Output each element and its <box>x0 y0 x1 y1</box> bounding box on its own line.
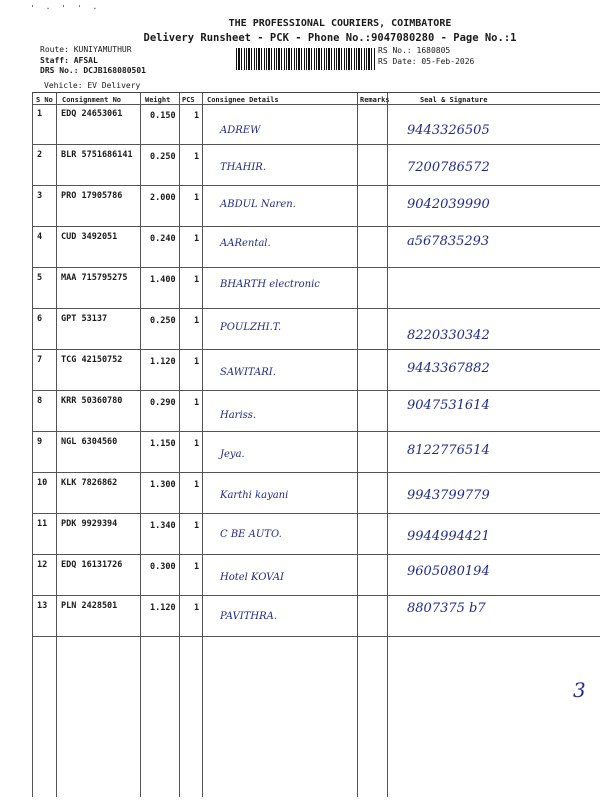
row-consignee-handwriting: Karthi kayani <box>220 490 289 501</box>
row-divider <box>32 308 600 309</box>
row-signature-handwriting: 9042039990 <box>407 197 490 212</box>
row-pcs: 1 <box>194 234 200 244</box>
col-divider <box>202 93 203 797</box>
row-weight: 0.300 <box>150 562 176 572</box>
row-sno: 10 <box>37 478 48 488</box>
row-consignment-no: PDK 9929394 <box>61 519 118 529</box>
row-weight: 1.340 <box>150 521 176 531</box>
row-signature-handwriting: 8807375 b7 <box>407 601 486 616</box>
row-consignee-handwriting: Hariss. <box>220 410 257 421</box>
row-weight: 1.300 <box>150 480 176 490</box>
row-signature-handwriting: 9443367882 <box>407 361 490 376</box>
row-consignee-handwriting: BHARTH electronic <box>220 279 320 290</box>
row-divider <box>32 595 600 596</box>
row-pcs: 1 <box>194 152 200 162</box>
row-consignee-handwriting: Hotel KOVAI <box>220 572 284 583</box>
drs-number: DRS No.: DCJB168080501 <box>40 66 146 75</box>
runsheet-subtitle: Delivery Runsheet - PCK - Phone No.:9047080280 - Page No.:1 <box>143 32 517 44</box>
footer-mark: 3 <box>573 678 586 702</box>
row-consignee-handwriting: PAVITHRA. <box>220 611 278 622</box>
row-pcs: 1 <box>194 398 200 408</box>
row-divider <box>32 144 600 145</box>
row-signature-handwriting: a567835293 <box>407 234 490 249</box>
route-text: Route: KUNIYAMUTHUR <box>40 45 132 54</box>
row-divider <box>32 636 600 637</box>
row-sno: 13 <box>37 601 48 611</box>
col-divider <box>179 93 180 797</box>
row-signature-handwriting: 9443326505 <box>407 123 490 138</box>
row-signature-handwriting: 9047531614 <box>407 398 490 413</box>
row-divider <box>32 513 600 514</box>
staff-text: Staff: AFSAL <box>40 55 98 65</box>
row-weight: 1.120 <box>150 357 176 367</box>
row-consignment-no: EDQ 16131726 <box>61 560 123 570</box>
row-pcs: 1 <box>194 603 200 613</box>
row-consignment-no: PLN 2428501 <box>61 601 118 611</box>
col-consignment-header: Consignment No <box>62 96 122 104</box>
corner-marks: ' · ' ' · <box>30 4 101 13</box>
row-divider <box>32 267 600 268</box>
row-divider <box>32 472 600 473</box>
row-sno: 4 <box>37 232 43 242</box>
row-signature-handwriting: 9605080194 <box>407 564 490 579</box>
row-sno: 5 <box>37 273 43 283</box>
col-divider <box>56 93 57 797</box>
row-sno: 1 <box>37 109 43 119</box>
row-sno: 11 <box>37 519 48 529</box>
meta-left <box>40 45 146 77</box>
row-consignment-no: TCG 42150752 <box>61 355 123 365</box>
row-sno: 2 <box>37 150 43 160</box>
row-consignment-no: KRR 50360780 <box>61 396 123 406</box>
row-weight: 1.400 <box>150 275 176 285</box>
row-consignee-handwriting: POULZHI.T. <box>220 322 282 333</box>
row-consignment-no: CUD 3492051 <box>61 232 118 242</box>
meta-right <box>378 46 474 67</box>
row-weight: 2.000 <box>150 193 176 203</box>
row-consignment-no: GPT 53137 <box>61 314 108 324</box>
barcode <box>236 48 376 70</box>
row-pcs: 1 <box>194 316 200 326</box>
row-weight: 0.250 <box>150 316 176 326</box>
row-pcs: 1 <box>194 439 200 449</box>
row-divider <box>32 390 600 391</box>
row-sno: 12 <box>37 560 48 570</box>
col-divider <box>140 93 141 797</box>
row-divider <box>32 185 600 186</box>
rs-number: RS No.: 1680805 <box>378 46 451 55</box>
row-sno: 3 <box>37 191 43 201</box>
row-weight: 0.150 <box>150 111 176 121</box>
row-pcs: 1 <box>194 357 200 367</box>
rs-date: RS Date: 05-Feb-2026 <box>378 56 475 66</box>
row-signature-handwriting: 9944994421 <box>407 529 490 544</box>
row-consignment-no: KLK 7826862 <box>61 478 118 488</box>
row-weight: 0.250 <box>150 152 176 162</box>
row-signature-handwriting: 7200786572 <box>407 160 490 175</box>
row-consignment-no: NGL 6304560 <box>61 437 118 447</box>
row-sno: 6 <box>37 314 43 324</box>
row-divider <box>32 349 600 350</box>
row-pcs: 1 <box>194 521 200 531</box>
row-pcs: 1 <box>194 275 200 285</box>
col-divider <box>357 93 358 797</box>
row-weight: 1.120 <box>150 603 176 613</box>
row-consignee-handwriting: AARental. <box>220 238 271 249</box>
company-title: THE PROFESSIONAL COURIERS, COIMBATORE <box>228 18 452 29</box>
col-pcs-header: PCS <box>182 96 195 104</box>
row-signature-handwriting: 8220330342 <box>407 328 490 343</box>
row-consignee-handwriting: ADREW <box>220 125 261 136</box>
row-consignee-handwriting: C BE AUTO. <box>220 529 282 540</box>
row-divider <box>32 554 600 555</box>
border-left <box>32 93 33 797</box>
row-sno: 8 <box>37 396 43 406</box>
row-weight: 0.240 <box>150 234 176 244</box>
col-sno-header: S No <box>36 96 53 104</box>
row-sno: 7 <box>37 355 43 365</box>
row-divider <box>32 226 600 227</box>
row-pcs: 1 <box>194 562 200 572</box>
vehicle-text: Vehicle: EV Delivery <box>44 81 141 90</box>
col-weight-header: Weight <box>145 96 171 104</box>
col-consignee-header: Consignee Details <box>207 96 279 104</box>
row-consignment-no: PRO 17905786 <box>61 191 123 201</box>
row-sno: 9 <box>37 437 43 447</box>
row-signature-handwriting: 8122776514 <box>407 443 490 458</box>
header-underline <box>32 104 600 105</box>
row-consignee-handwriting: ABDUL Naren. <box>220 199 296 210</box>
row-consignment-no: EDQ 24653061 <box>61 109 123 119</box>
row-pcs: 1 <box>194 480 200 490</box>
row-signature-handwriting: 9943799779 <box>407 488 490 503</box>
col-divider <box>387 93 388 797</box>
row-consignee-handwriting: Jeya. <box>220 449 245 460</box>
runsheet-table <box>32 92 600 797</box>
row-weight: 0.290 <box>150 398 176 408</box>
row-weight: 1.150 <box>150 439 176 449</box>
row-consignee-handwriting: SAWITARI. <box>220 367 276 378</box>
row-divider <box>32 431 600 432</box>
row-consignment-no: MAA 715795275 <box>61 273 128 283</box>
row-consignment-no: BLR 5751686141 <box>61 150 133 160</box>
col-remarks-header: Remarks <box>360 96 390 104</box>
row-pcs: 1 <box>194 193 200 203</box>
row-consignee-handwriting: THAHIR. <box>220 162 266 173</box>
col-seal-header: Seal & Signature <box>420 96 488 104</box>
row-pcs: 1 <box>194 111 200 121</box>
